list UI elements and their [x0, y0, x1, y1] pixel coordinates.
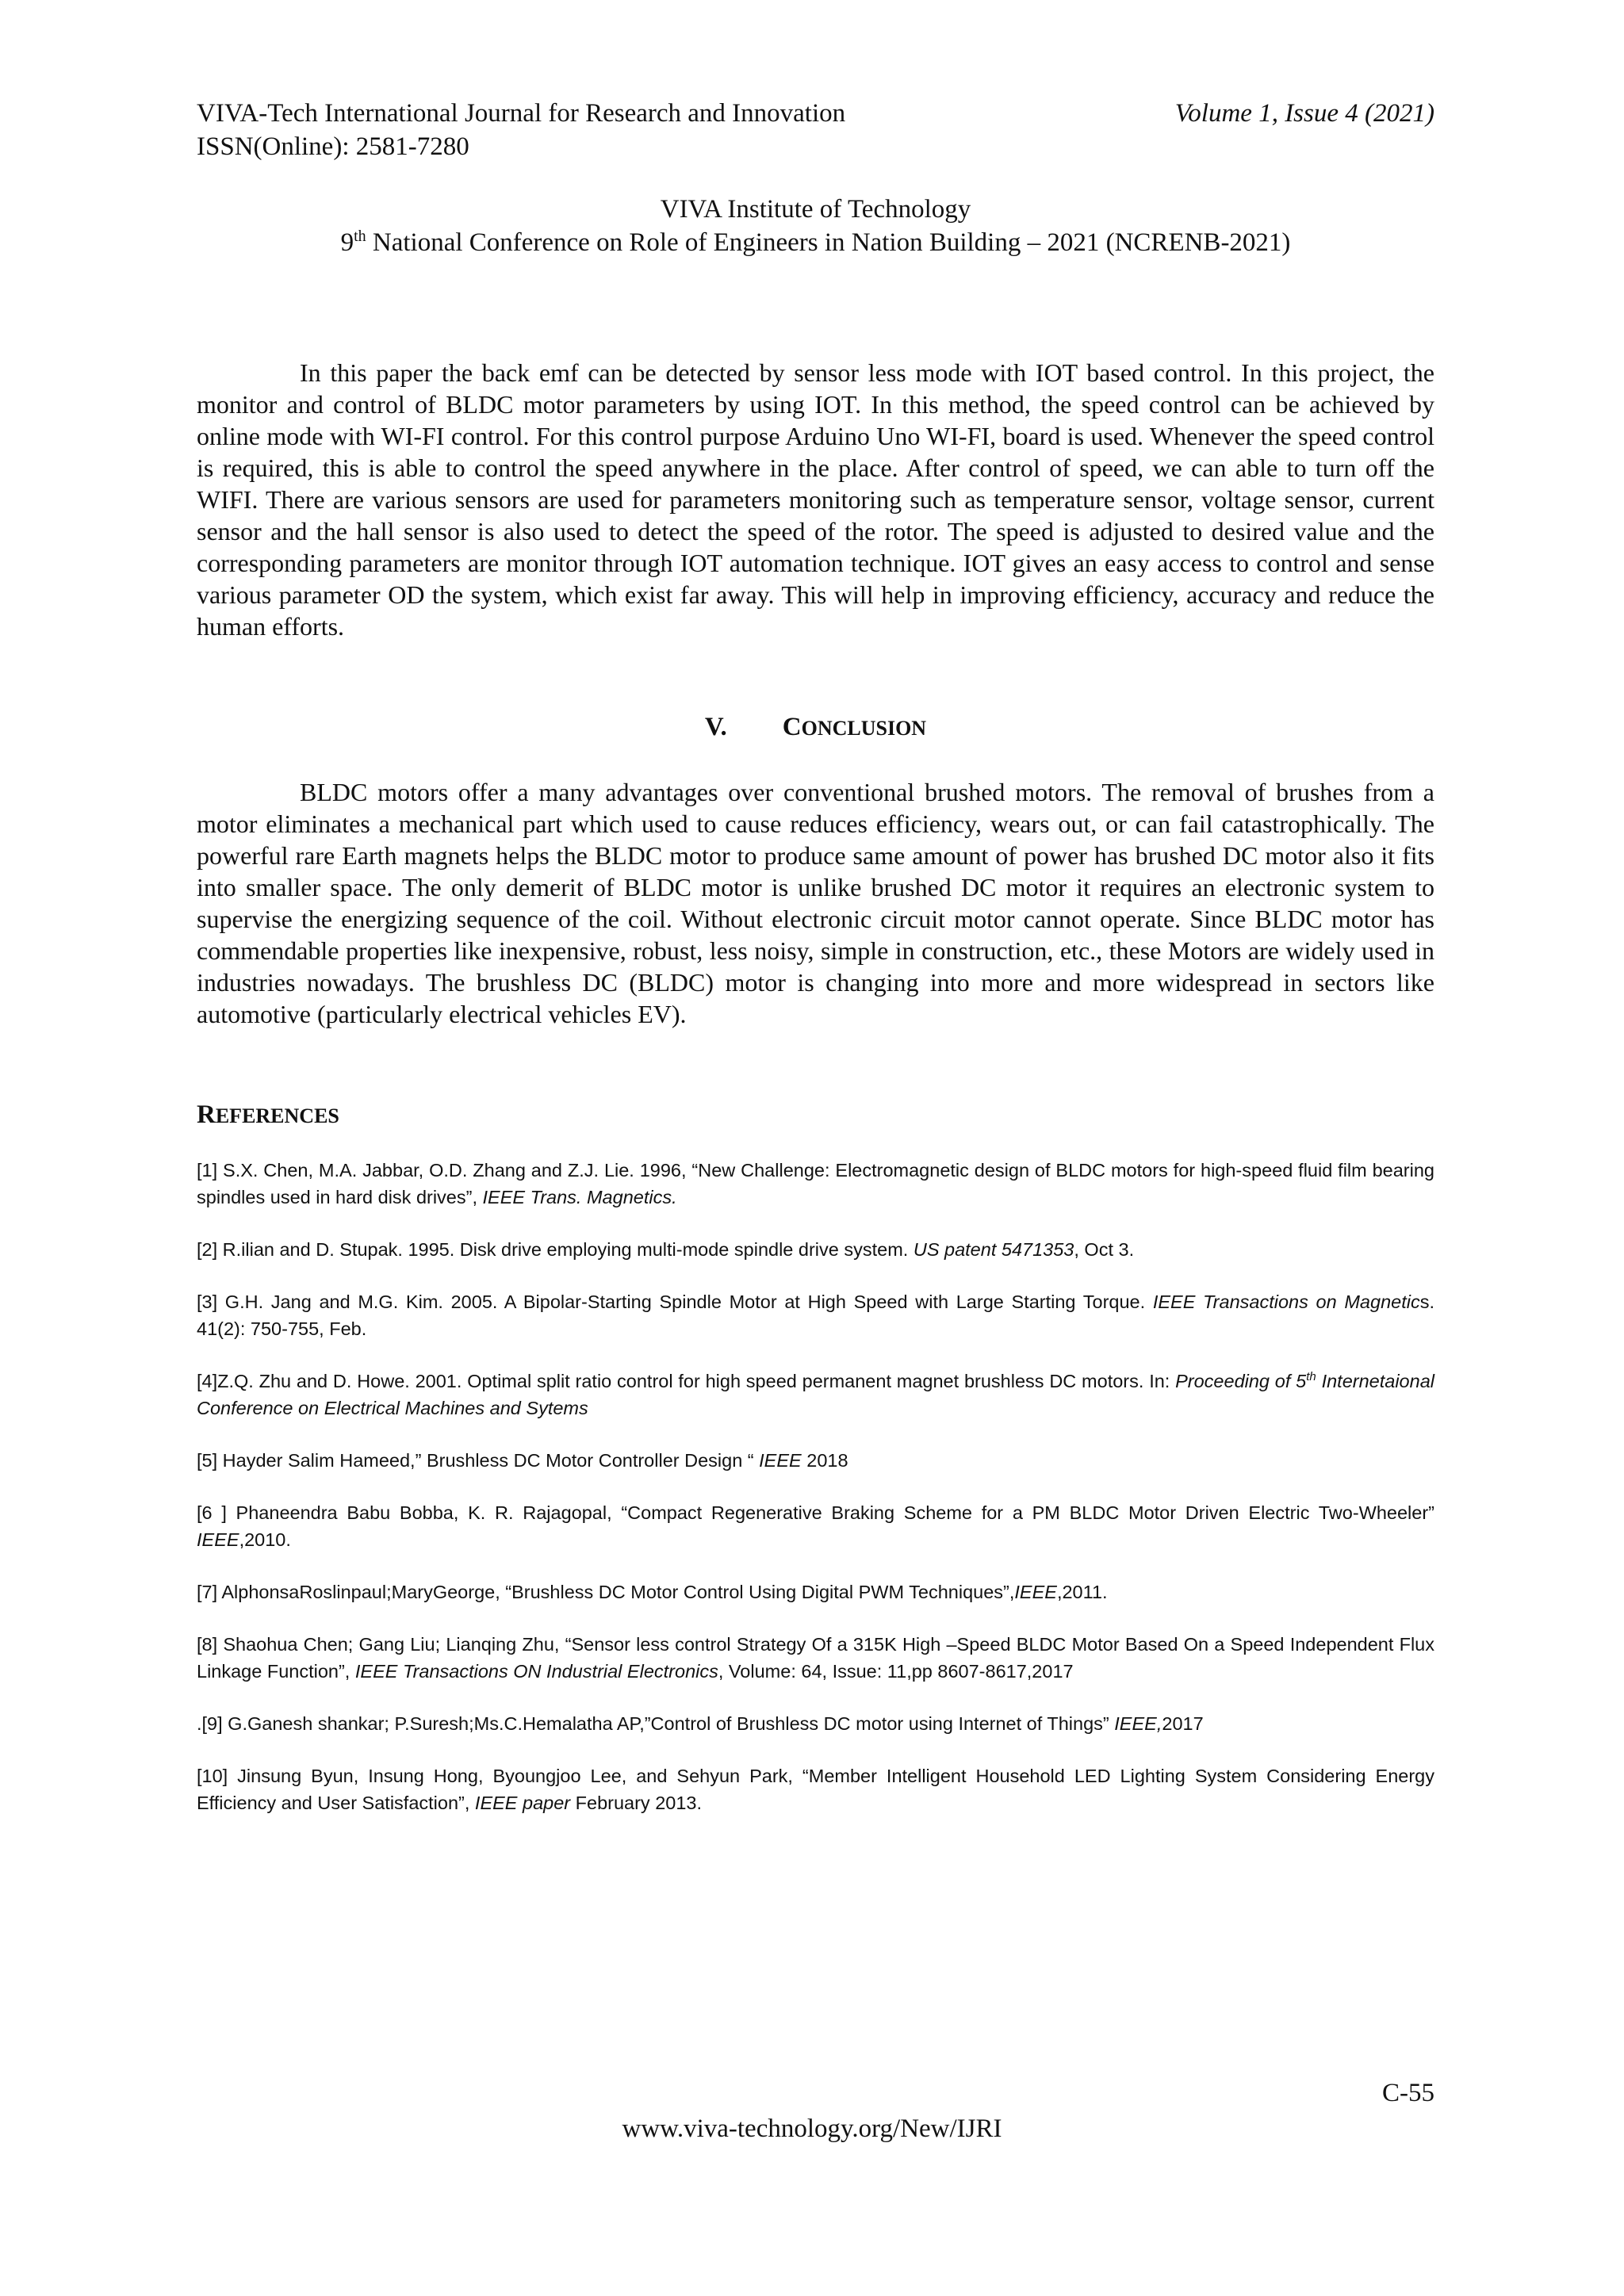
section-heading-conclusion	[197, 710, 1434, 745]
institute-name: VIVA Institute of Technology	[660, 195, 971, 224]
reference-item: [7] AlphonsaRoslinpaul;MaryGeorge, “Brushless DC Motor Control Using Digital PWM Techniques”,IEEE,2011.	[197, 1582, 1108, 1602]
reference-item: [4]Z.Q. Zhu and D. Howe. 2001. Optimal split ratio control for high speed permanent magnet brushless DC motors. In: Proceeding of 5th Internetaional Conference on Electrical Machines and Sytems	[197, 1370, 1434, 1418]
reference-item: .[9] G.Ganesh shankar; P.Suresh;Ms.C.Hemalatha AP,”Control of Brushless DC motor using Internet of Things” IEEE,2017	[197, 1713, 1204, 1734]
page-number: C-55	[1382, 2079, 1434, 2107]
section-title-rest: ONCLUSION	[801, 717, 927, 740]
volume-issue: Volume 1, Issue 4 (2021)	[1174, 99, 1434, 128]
references-title-rest: EFERENCES	[215, 1104, 339, 1127]
reference-list	[197, 1157, 1434, 1842]
reference-item: [6 ] Phaneendra Babu Bobba, K. R. Rajagopal, “Compact Regenerative Braking Scheme for a PM BLDC Motor Driven Electric Two-Wheeler” IEEE,2010.	[197, 1502, 1434, 1550]
body-paragraph: In this paper the back emf can be detected by sensor less mode with IOT based control. In this project, the monitor and control of BLDC motor parameters by using IOT. In this method, the speed control can be achieved by online mode with WI-FI control. For this control purpose Arduino Uno WI-FI, board is used. Whenever the speed control is required, this is able to control the speed anywhere in the place. After control of speed, we can able to turn off the WIFI. There are various sensors are used for parameters monitoring such as temperature sensor, voltage sensor, current sensor and the hall sensor is also used to detect the speed of the rotor. The speed is adjusted to desired value and the corresponding parameters are monitor through IOT automation technique. IOT gives an easy access to control and sense various parameter OD the system, which exist far away. This will help in improving efficiency, accuracy and reduce the human efforts.	[197, 358, 1434, 641]
journal-issn: ISSN(Online): 2581-7280	[197, 132, 469, 161]
conference-header	[197, 193, 1434, 259]
reference-item: [8] Shaohua Chen; Gang Liu; Lianqing Zhu, “Sensor less control Strategy Of a 315K High –Speed BLDC Motor Based On a Speed Independent Flux Linkage Function”, IEEE Transactions ON Industrial Electronics, Volume: 64, Issue: 11,pp 8607-8617,2017	[197, 1634, 1434, 1682]
section-number: V.	[704, 713, 727, 741]
journal-name: VIVA-Tech International Journal for Research and Innovation	[197, 99, 846, 128]
footer-url: www.viva-technology.org/New/IJRI	[622, 2114, 1002, 2143]
reference-item: [2] R.ilian and D. Stupak. 1995. Disk drive employing multi-mode spindle drive system. US patent 5471353, Oct 3.	[197, 1239, 1135, 1260]
references-title-initial: R	[197, 1100, 216, 1129]
conference-ordinal: th	[354, 228, 366, 245]
reference-item: [10] Jinsung Byun, Insung Hong, Byoungjoo Lee, and Sehyun Park, “Member Intelligent Household LED Lighting System Considering Energy Efficiency and User Satisfaction”, IEEE paper February 2013.	[197, 1766, 1434, 1813]
conference-title	[197, 226, 1434, 259]
reference-item: [5] Hayder Salim Hameed,” Brushless DC Motor Controller Design “ IEEE 2018	[197, 1450, 848, 1471]
reference-item: [3] G.H. Jang and M.G. Kim. 2005. A Bipolar-Starting Spindle Motor at High Speed with Large Starting Torque. IEEE Transactions on Magnetics. 41(2): 750-755, Feb.	[197, 1292, 1434, 1339]
journal-header	[197, 97, 845, 163]
references-heading	[197, 1098, 339, 1133]
section-title-initial: C	[782, 713, 802, 741]
reference-item: [1] S.X. Chen, M.A. Jabbar, O.D. Zhang and Z.J. Lie. 1996, “New Challenge: Electromagnetic design of BLDC motors for high-speed fluid film bearing spindles used in hard disk drives”, IEEE Trans. Magnetics.	[197, 1160, 1434, 1207]
conference-title-text: National Conference on Role of Engineers in Nation Building – 2021 (NCRENB-2021)	[366, 228, 1291, 257]
conclusion-paragraph: BLDC motors offer a many advantages over conventional brushed motors. The removal of brushes from a motor eliminates a mechanical part which used to cause reduces efficiency, wears out, or can fail catastrophically. The powerful rare Earth magnets helps the BLDC motor to produce same amount of power has brushed DC motor also it fits into smaller space. The only demerit of BLDC motor is unlike brushed DC motor it requires an electronic system to supervise the energizing sequence of the coil. Without electronic circuit motor cannot operate. Since BLDC motor has commendable properties like inexpensive, robust, less noisy, simple in construction, etc., these Motors are widely used in industries nowadays. The brushless DC (BLDC) motor is changing into more and more widespread in sectors like automotive (particularly electrical vehicles EV).	[197, 778, 1434, 1028]
conference-number: 9	[340, 228, 354, 257]
